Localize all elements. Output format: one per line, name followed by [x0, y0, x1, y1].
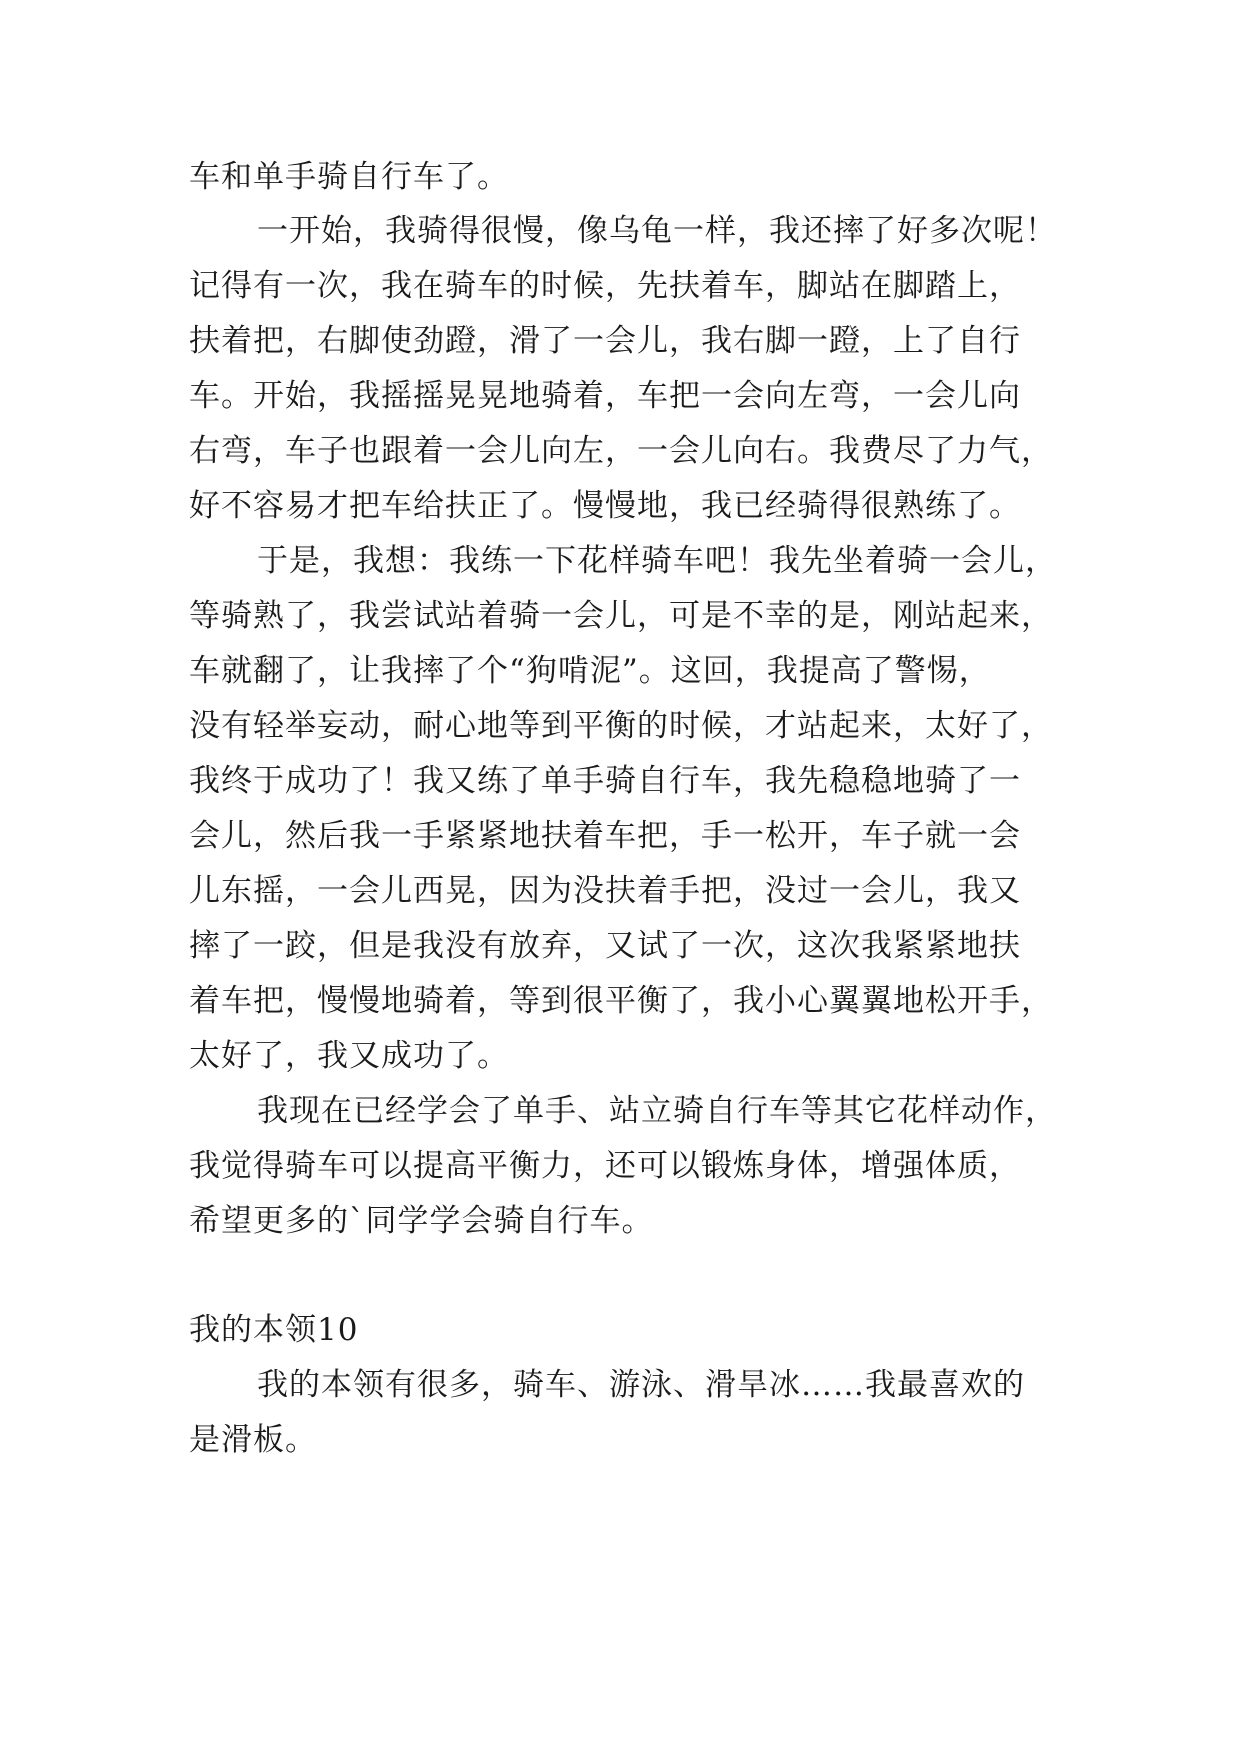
text-line: 我觉得骑车可以提高平衡力，还可以锻炼身体，增强体质，	[189, 1148, 1021, 1184]
text-line: 好不容易才把车给扶正了。慢慢地，我已经骑得很熟练了。	[189, 488, 1021, 524]
text-line: 车就翻了，让我摔了个“狗啃泥”。这回，我提高了警惕，	[189, 653, 991, 689]
text-line: 我终于成功了！我又练了单手骑自行车，我先稳稳地骑了一	[189, 763, 1021, 799]
text-line: 儿东摇，一会儿西晃，因为没扶着手把，没过一会儿，我又	[189, 873, 1021, 909]
text-line: 扶着把，右脚使劲蹬，滑了一会儿，我右脚一蹬，上了自行	[189, 323, 1021, 359]
text-line: 车和单手骑自行车了。	[189, 159, 509, 195]
section-heading: 我的本领10	[189, 1312, 359, 1348]
paragraph-start-line: 我的本领有很多，骑车、游泳、滑旱冰……我最喜欢的	[257, 1367, 1025, 1403]
text-line: 着车把，慢慢地骑着，等到很平衡了，我小心翼翼地松开手，	[189, 983, 1053, 1019]
text-line: 等骑熟了，我尝试站着骑一会儿，可是不幸的是，刚站起来，	[189, 598, 1053, 634]
text-line: 摔了一跤，但是我没有放弃，又试了一次，这次我紧紧地扶	[189, 928, 1021, 964]
text-line: 希望更多的`同学学会骑自行车。	[189, 1203, 654, 1239]
text-line: 没有轻举妄动，耐心地等到平衡的时候，才站起来，太好了，	[189, 708, 1053, 744]
paragraph-start-line: 于是，我想：我练一下花样骑车吧！我先坐着骑一会儿，	[257, 543, 1057, 579]
paragraph-start-line: 我现在已经学会了单手、站立骑自行车等其它花样动作，	[257, 1093, 1057, 1129]
text-line: 记得有一次，我在骑车的时候，先扶着车，脚站在脚踏上，	[189, 268, 1021, 304]
text-line: 太好了，我又成功了。	[189, 1038, 509, 1074]
paragraph-start-line: 一开始，我骑得很慢，像乌龟一样，我还摔了好多次呢！	[257, 213, 1057, 249]
text-line: 车。开始，我摇摇晃晃地骑着，车把一会向左弯，一会儿向	[189, 378, 1021, 414]
text-line: 是滑板。	[189, 1422, 317, 1458]
text-line: 会儿，然后我一手紧紧地扶着车把，手一松开，车子就一会	[189, 818, 1021, 854]
text-line: 右弯，车子也跟着一会儿向左，一会儿向右。我费尽了力气，	[189, 433, 1053, 469]
